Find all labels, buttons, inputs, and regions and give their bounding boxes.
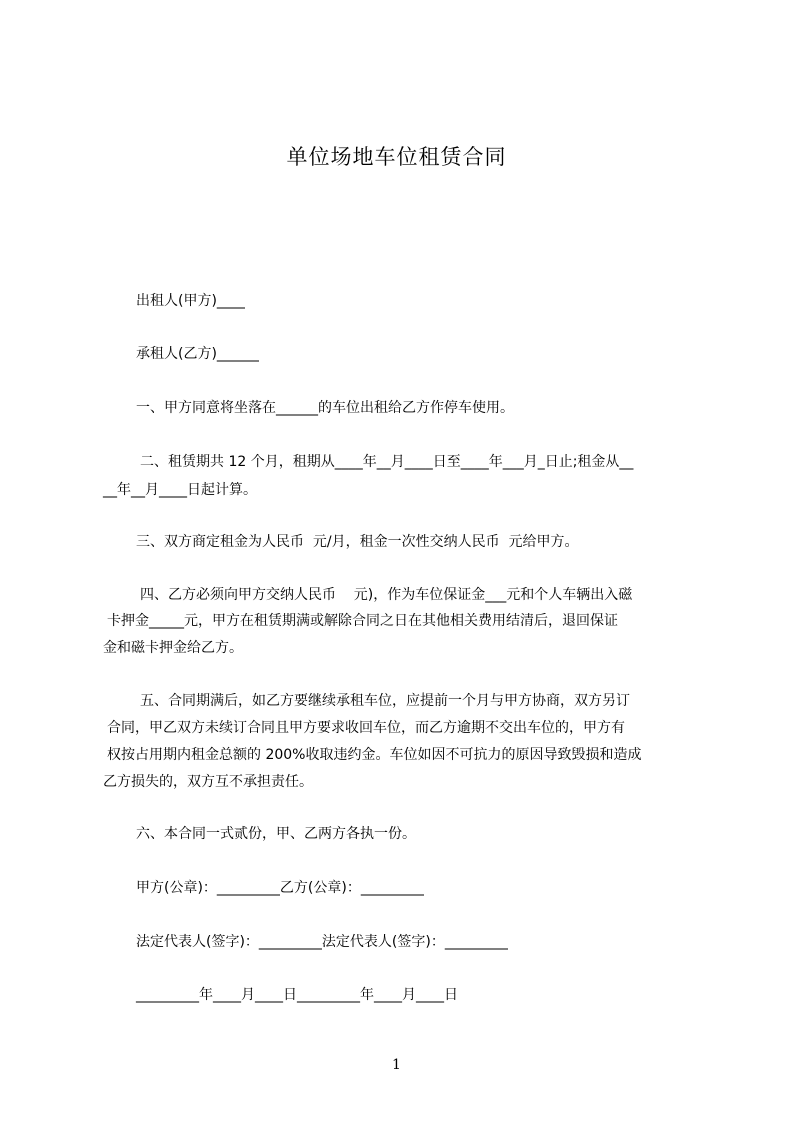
clause-4-line-2: 卡押金_____元，甲方在租赁期满或解除合同之日在其他相关费用结清后，退回保证 <box>107 613 618 629</box>
clause-6: 六、本合同一式贰份，甲、乙两方各执一份。 <box>136 826 416 842</box>
clause-5-line-3: 权按占用期内租金总额的 200%收取违约金。车位如因不可抗力的原因导致毁损和造成 <box>107 747 642 763</box>
clause-5-line-4: 乙方损失的，双方互不承担责任。 <box>103 774 313 790</box>
page-number: 1 <box>392 1057 401 1073</box>
clause-4-line-1: 四、乙方必须向甲方交纳人民币 元)，作为车位保证金___元和个人车辆出入磁 <box>140 587 633 603</box>
clause-2-line-2: __年__月____日起计算。 <box>103 482 257 498</box>
clause-5-line-2: 合同，甲乙双方未续订合同且甲方要求收回车位，而乙方逾期不交出车位的，甲方有 <box>107 720 625 736</box>
clause-1: 一、甲方同意将坐落在______的车位出租给乙方作停车使用。 <box>136 400 514 416</box>
seal-line: 甲方(公章)：_________乙方(公章)：_________ <box>136 880 424 896</box>
date-line: _________年____月____日_________年____月____日 <box>136 987 458 1003</box>
clause-4-line-3: 金和磁卡押金给乙方。 <box>103 640 243 656</box>
lessee-line: 承租人(乙方)______ <box>136 346 259 362</box>
clause-5-line-1: 五、合同期满后，如乙方要继续承租车位，应提前一个月与甲方协商，双方另订 <box>140 693 630 709</box>
signature-line: 法定代表人(签字)：_________法定代表人(签字)：_________ <box>136 934 508 950</box>
document-title: 单位场地车位租赁合同 <box>286 145 507 169</box>
clause-2-line-1: 二、租赁期共 12 个月，租期从____年__月____日至____年___月_日止;租金从__ <box>140 454 634 470</box>
lessor-line: 出租人(甲方)____ <box>136 293 245 309</box>
clause-3: 三、双方商定租金为人民币 元/月，租金一次性交纳人民币 元给甲方。 <box>136 534 579 550</box>
